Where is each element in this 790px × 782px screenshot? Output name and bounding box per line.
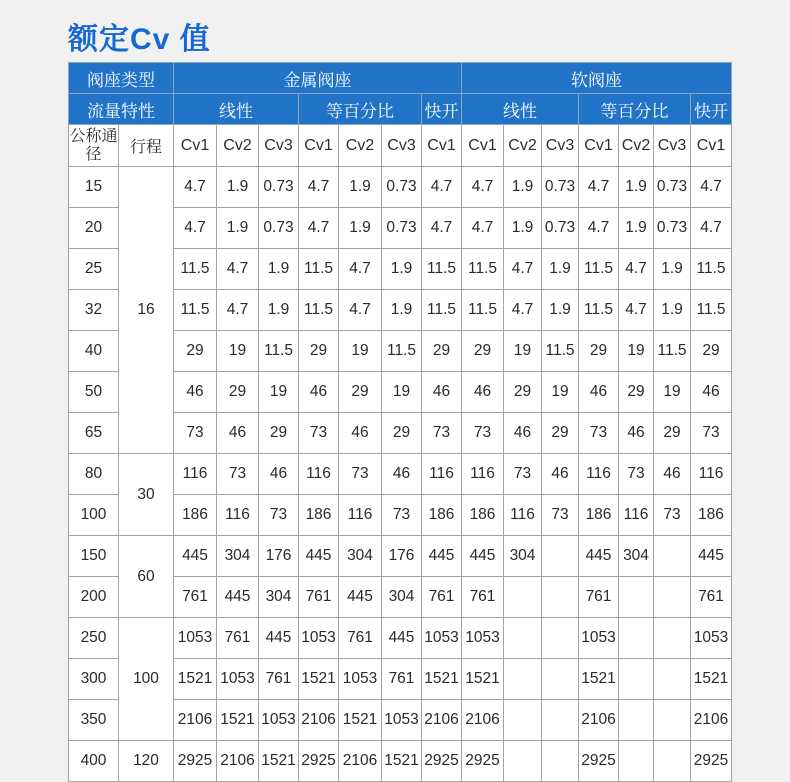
cv-value-cell: 29 [619,372,654,413]
cv-value-cell: 1521 [691,659,732,700]
metal-linear-label: 线性 [174,94,299,125]
cv-value-cell [654,659,691,700]
metal-seat-label: 金属阀座 [174,63,462,94]
cv-value-cell: 1.9 [654,249,691,290]
cv-value-cell: 2106 [299,700,339,741]
cv-value-cell: 19 [259,372,299,413]
cv-value-cell: 46 [339,413,382,454]
diameter-cell: 32 [69,290,119,331]
cv-column-label: Cv3 [382,125,422,167]
diameter-cell: 20 [69,208,119,249]
cv-column-label: Cv1 [579,125,619,167]
cv-value-cell: 1521 [422,659,462,700]
diameter-cell: 300 [69,659,119,700]
cv-value-cell: 19 [619,331,654,372]
cv-value-cell: 116 [579,454,619,495]
stroke-cell: 60 [119,536,174,618]
cv-value-cell: 73 [579,413,619,454]
cv-value-cell: 11.5 [259,331,299,372]
table-row [69,536,732,577]
cv-value-cell: 11.5 [174,290,217,331]
cv-value-cell: 4.7 [462,208,504,249]
cv-column-label: Cv2 [339,125,382,167]
cv-column-label: Cv3 [654,125,691,167]
cv-value-cell: 4.7 [579,167,619,208]
metal-equal-percent-label: 等百分比 [299,94,422,125]
cv-value-cell: 4.7 [217,290,259,331]
cv-value-cell: 2925 [691,741,732,782]
cv-value-cell: 304 [382,577,422,618]
cv-value-cell: 1.9 [542,290,579,331]
flow-characteristic-label: 流量特性 [69,94,174,125]
cv-value-cell: 4.7 [422,167,462,208]
diameter-cell: 150 [69,536,119,577]
cv-value-cell: 445 [259,618,299,659]
cv-value-cell: 761 [462,577,504,618]
cv-value-cell: 4.7 [299,167,339,208]
cv-value-cell: 11.5 [299,290,339,331]
seat-type-label: 阀座类型 [69,63,174,94]
cv-value-cell: 73 [422,413,462,454]
cv-value-cell: 1053 [422,618,462,659]
cv-value-cell: 761 [422,577,462,618]
cv-value-cell: 73 [174,413,217,454]
cv-value-cell: 0.73 [654,208,691,249]
cv-value-cell [654,741,691,782]
cv-rating-table [68,62,732,782]
cv-value-cell: 4.7 [339,290,382,331]
cv-value-cell: 2106 [422,700,462,741]
cv-column-label: Cv2 [619,125,654,167]
cv-value-cell: 445 [382,618,422,659]
cv-value-cell: 0.73 [382,208,422,249]
stroke-cell: 120 [119,741,174,782]
cv-value-cell: 0.73 [542,208,579,249]
cv-value-cell: 1521 [174,659,217,700]
cv-value-cell: 116 [691,454,732,495]
cv-value-cell: 2925 [462,741,504,782]
cv-value-cell: 4.7 [691,208,732,249]
cv-value-cell: 11.5 [174,249,217,290]
cv-value-cell: 73 [504,454,542,495]
cv-value-cell: 29 [174,331,217,372]
cv-value-cell [654,700,691,741]
cv-column-label: Cv1 [174,125,217,167]
cv-value-cell: 0.73 [382,167,422,208]
cv-value-cell: 116 [299,454,339,495]
cv-value-cell: 4.7 [619,290,654,331]
cv-column-label: Cv2 [217,125,259,167]
cv-value-cell [542,700,579,741]
cv-value-cell: 445 [691,536,732,577]
cv-value-cell: 2106 [217,741,259,782]
stroke-cell: 100 [119,618,174,741]
cv-value-cell: 29 [217,372,259,413]
cv-value-cell: 73 [542,495,579,536]
cv-value-cell: 73 [217,454,259,495]
cv-value-cell: 304 [217,536,259,577]
cv-value-cell: 11.5 [579,290,619,331]
cv-value-cell: 186 [691,495,732,536]
cv-value-cell: 46 [259,454,299,495]
cv-column-label: Cv3 [259,125,299,167]
table-row [69,167,732,208]
cv-value-cell: 1521 [217,700,259,741]
cv-value-cell: 116 [462,454,504,495]
cv-value-cell: 761 [217,618,259,659]
soft-linear-label: 线性 [462,94,579,125]
diameter-cell: 350 [69,700,119,741]
cv-value-cell: 445 [217,577,259,618]
cv-value-cell: 29 [422,331,462,372]
cv-value-cell: 1.9 [339,167,382,208]
cv-value-cell: 761 [174,577,217,618]
cv-value-cell: 29 [299,331,339,372]
cv-value-cell [542,577,579,618]
cv-value-cell: 11.5 [462,290,504,331]
cv-value-cell: 761 [259,659,299,700]
cv-column-label: Cv1 [691,125,732,167]
cv-value-cell: 0.73 [259,208,299,249]
cv-value-cell [504,741,542,782]
metal-quick-open-label: 快开 [422,94,462,125]
soft-equal-percent-label: 等百分比 [579,94,691,125]
cv-value-cell: 1521 [259,741,299,782]
cv-column-label: Cv3 [542,125,579,167]
cv-value-cell: 1.9 [542,249,579,290]
cv-value-cell: 4.7 [579,208,619,249]
cv-value-cell: 2925 [422,741,462,782]
cv-value-cell: 46 [691,372,732,413]
stroke-cell: 16 [119,167,174,454]
cv-value-cell: 73 [462,413,504,454]
cv-value-cell: 46 [619,413,654,454]
diameter-cell: 200 [69,577,119,618]
cv-value-cell: 11.5 [422,249,462,290]
cv-value-cell: 29 [579,331,619,372]
soft-quick-open-label: 快开 [691,94,732,125]
cv-value-cell [619,700,654,741]
cv-value-cell: 1053 [299,618,339,659]
cv-value-cell: 761 [382,659,422,700]
cv-value-cell: 116 [174,454,217,495]
cv-value-cell: 186 [422,495,462,536]
cv-value-cell: 186 [299,495,339,536]
header-row-seat-type [69,63,732,94]
cv-value-cell: 2925 [174,741,217,782]
cv-value-cell: 4.7 [339,249,382,290]
page-title: 额定Cv 值 [68,23,211,56]
cv-value-cell: 1.9 [217,208,259,249]
table-row [69,454,732,495]
diameter-cell: 100 [69,495,119,536]
cv-value-cell: 116 [217,495,259,536]
cv-value-cell: 2106 [691,700,732,741]
cv-value-cell: 29 [259,413,299,454]
cv-value-cell: 1521 [339,700,382,741]
cv-value-cell: 73 [691,413,732,454]
cv-value-cell: 0.73 [259,167,299,208]
cv-value-cell: 4.7 [217,249,259,290]
cv-value-cell: 29 [691,331,732,372]
cv-value-cell: 761 [339,618,382,659]
header-row-cv-columns [69,125,732,167]
cv-value-cell: 1521 [579,659,619,700]
cv-value-cell: 186 [174,495,217,536]
cv-value-cell: 2106 [579,700,619,741]
cv-value-cell [542,659,579,700]
cv-value-cell: 761 [691,577,732,618]
cv-value-cell: 1053 [691,618,732,659]
cv-value-cell: 4.7 [504,290,542,331]
diameter-cell: 15 [69,167,119,208]
cv-value-cell: 176 [259,536,299,577]
cv-value-cell: 2106 [339,741,382,782]
cv-value-cell: 1521 [462,659,504,700]
cv-value-cell [504,618,542,659]
cv-value-cell: 1.9 [619,208,654,249]
cv-column-label: Cv2 [504,125,542,167]
cv-value-cell: 4.7 [504,249,542,290]
cv-value-cell: 29 [462,331,504,372]
table-row [69,741,732,782]
cv-value-cell: 4.7 [174,167,217,208]
cv-value-cell: 761 [299,577,339,618]
cv-value-cell: 1053 [579,618,619,659]
cv-value-cell: 19 [542,372,579,413]
cv-value-cell: 46 [422,372,462,413]
cv-value-cell: 11.5 [654,331,691,372]
cv-value-cell: 1.9 [654,290,691,331]
diameter-cell: 400 [69,741,119,782]
cv-value-cell: 0.73 [542,167,579,208]
cv-value-cell: 4.7 [462,167,504,208]
cv-value-cell: 116 [422,454,462,495]
cv-value-cell: 116 [504,495,542,536]
cv-value-cell: 1.9 [217,167,259,208]
table-body [69,167,732,782]
diameter-cell: 25 [69,249,119,290]
diameter-cell: 40 [69,331,119,372]
table-row [69,618,732,659]
diameter-cell: 250 [69,618,119,659]
cv-value-cell: 186 [462,495,504,536]
cv-column-label: Cv1 [462,125,504,167]
cv-value-cell [542,618,579,659]
cv-value-cell [504,700,542,741]
cv-value-cell: 4.7 [174,208,217,249]
cv-value-cell: 2925 [299,741,339,782]
cv-value-cell: 445 [299,536,339,577]
cv-value-cell: 46 [462,372,504,413]
cv-value-cell: 116 [339,495,382,536]
cv-value-cell: 304 [619,536,654,577]
cv-value-cell [504,577,542,618]
cv-value-cell: 1053 [217,659,259,700]
cv-value-cell: 19 [339,331,382,372]
cv-value-cell: 46 [382,454,422,495]
cv-value-cell: 445 [339,577,382,618]
cv-value-cell: 19 [382,372,422,413]
cv-value-cell: 11.5 [422,290,462,331]
cv-value-cell: 29 [382,413,422,454]
cv-value-cell: 0.73 [654,167,691,208]
cv-value-cell: 11.5 [542,331,579,372]
cv-value-cell: 11.5 [691,249,732,290]
cv-value-cell: 11.5 [691,290,732,331]
cv-column-label: Cv1 [299,125,339,167]
cv-value-cell: 2106 [462,700,504,741]
cv-value-cell: 73 [654,495,691,536]
cv-value-cell: 73 [259,495,299,536]
cv-value-cell: 19 [504,331,542,372]
cv-value-cell: 1.9 [382,290,422,331]
cv-value-cell: 19 [217,331,259,372]
cv-value-cell: 46 [542,454,579,495]
cv-value-cell: 445 [174,536,217,577]
cv-value-cell: 73 [339,454,382,495]
cv-value-cell [654,577,691,618]
cv-value-cell: 4.7 [299,208,339,249]
stroke-cell: 30 [119,454,174,536]
cv-value-cell: 46 [504,413,542,454]
cv-value-cell: 29 [339,372,382,413]
cv-value-cell: 1053 [339,659,382,700]
cv-value-cell [542,536,579,577]
cv-value-cell: 73 [299,413,339,454]
cv-value-cell: 46 [579,372,619,413]
cv-value-cell [654,618,691,659]
cv-value-cell: 46 [217,413,259,454]
cv-value-cell [654,536,691,577]
cv-value-cell: 1053 [382,700,422,741]
cv-value-cell: 2925 [579,741,619,782]
cv-value-cell [619,659,654,700]
stroke-label: 行程 [119,125,174,167]
cv-value-cell [619,577,654,618]
cv-value-cell: 1053 [259,700,299,741]
cv-value-cell: 11.5 [579,249,619,290]
cv-value-cell: 46 [299,372,339,413]
cv-value-cell: 176 [382,536,422,577]
cv-value-cell: 186 [579,495,619,536]
cv-value-cell: 761 [579,577,619,618]
cv-value-cell: 73 [382,495,422,536]
cv-value-cell: 304 [339,536,382,577]
cv-value-cell: 46 [174,372,217,413]
cv-value-cell: 304 [259,577,299,618]
cv-value-cell: 29 [504,372,542,413]
cv-value-cell: 1.9 [259,290,299,331]
cv-value-cell: 445 [422,536,462,577]
cv-value-cell: 29 [654,413,691,454]
cv-value-cell: 445 [462,536,504,577]
cv-value-cell [542,741,579,782]
header-row-flow-characteristic [69,94,732,125]
cv-value-cell: 29 [542,413,579,454]
cv-value-cell [504,659,542,700]
cv-value-cell: 4.7 [691,167,732,208]
cv-value-cell: 4.7 [422,208,462,249]
cv-value-cell: 1053 [462,618,504,659]
cv-value-cell: 1.9 [339,208,382,249]
cv-value-cell: 1053 [174,618,217,659]
cv-value-cell: 11.5 [462,249,504,290]
diameter-cell: 50 [69,372,119,413]
cv-value-cell: 1.9 [504,167,542,208]
cv-value-cell: 11.5 [382,331,422,372]
cv-value-cell: 19 [654,372,691,413]
cv-value-cell: 2106 [174,700,217,741]
cv-value-cell: 1521 [299,659,339,700]
cv-column-label: Cv1 [422,125,462,167]
cv-value-cell: 73 [619,454,654,495]
soft-seat-label: 软阀座 [462,63,732,94]
cv-value-cell: 11.5 [299,249,339,290]
cv-value-cell: 4.7 [619,249,654,290]
cv-value-cell: 304 [504,536,542,577]
cv-value-cell: 1.9 [619,167,654,208]
cv-value-cell: 116 [619,495,654,536]
cv-value-cell: 1.9 [504,208,542,249]
cv-value-cell: 1.9 [259,249,299,290]
cv-value-cell [619,741,654,782]
cv-value-cell: 1521 [382,741,422,782]
diameter-cell: 80 [69,454,119,495]
nominal-diameter-label: 公称通径 [69,125,119,167]
cv-value-cell: 46 [654,454,691,495]
cv-value-cell: 445 [579,536,619,577]
diameter-cell: 65 [69,413,119,454]
cv-value-cell: 1.9 [382,249,422,290]
cv-value-cell [619,618,654,659]
